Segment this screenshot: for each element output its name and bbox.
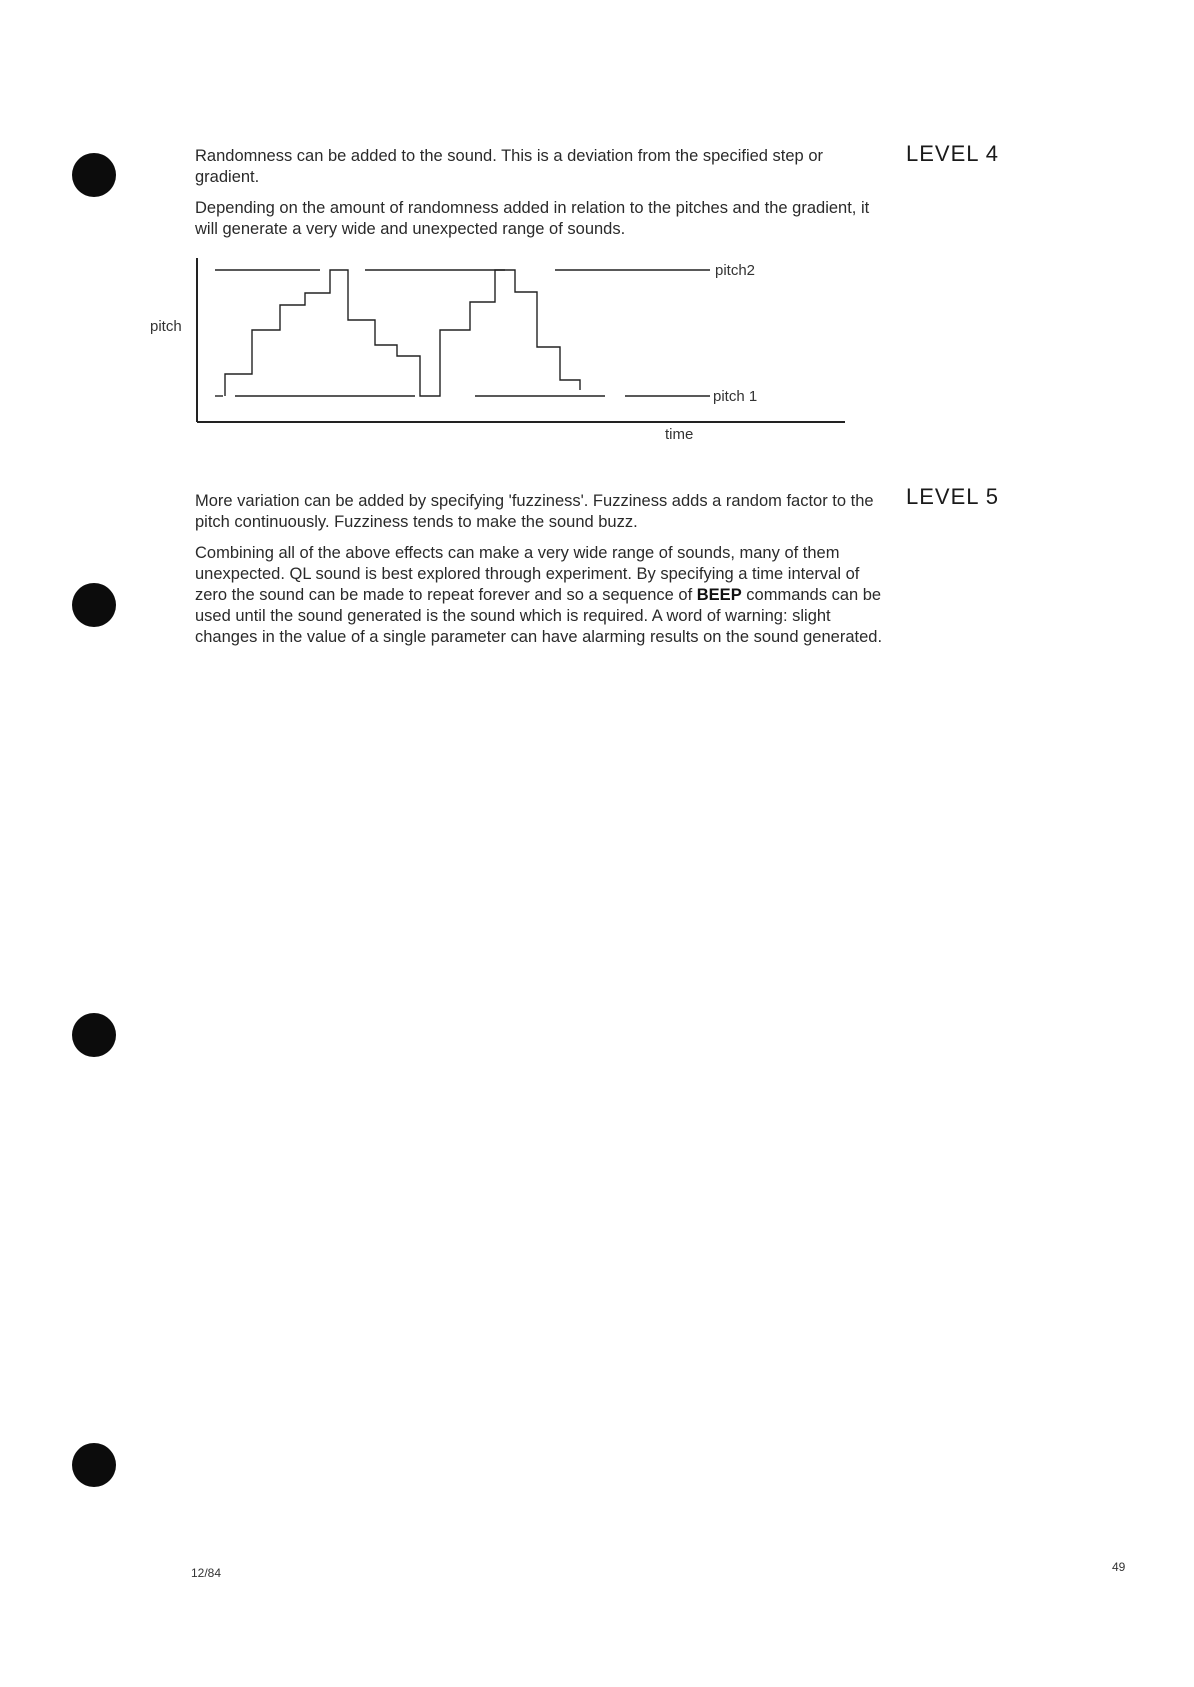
binder-hole-4	[72, 1443, 116, 1487]
x-axis-label: time	[665, 426, 694, 443]
page-number: 49	[1112, 1560, 1126, 1574]
y-axis-label: pitch	[150, 318, 182, 335]
binder-hole-2	[72, 583, 116, 627]
level-4-heading: LEVEL 4	[906, 141, 1000, 166]
paragraph-randomness: Randomness can be added to the sound. This is a deviation from the specified step or gradient.	[195, 147, 823, 186]
combining-text-start: Combining all of the above effects can make a very wide range of sounds, many of them unexpected. QL sound is best explored through experiment. By specifying a time interval of zero the sound can be made to repeat forever and so a sequence of	[195, 544, 860, 604]
level-5-heading: LEVEL 5	[906, 484, 1000, 509]
paragraph-fuzziness: More variation can be added by specifying 'fuzziness'. Fuzziness adds a random factor to the pitch continuously. Fuzziness tends to make the sound buzz.	[195, 492, 874, 531]
paragraph-depending: Depending on the amount of randomness added in relation to the pitches and the gradient, it will generate a very wide and unexpected range of sounds.	[195, 199, 870, 238]
beep-keyword: BEEP	[696, 586, 742, 604]
combining-text-end: commands can be used until the sound generated is the sound which is required. A word of warning: slight changes in the value of a single parameter can have alarming results on the sound generated.	[195, 586, 883, 646]
pitch-time-diagram	[185, 250, 865, 450]
random-pitch-waveform	[225, 270, 580, 396]
pitch2-label: pitch2	[715, 262, 756, 279]
pitch1-label: pitch 1	[713, 388, 758, 405]
binder-hole-1	[72, 153, 116, 197]
paragraph-combining	[195, 543, 885, 648]
binder-hole-3	[72, 1013, 116, 1057]
footer-date: 12/84	[191, 1566, 222, 1580]
